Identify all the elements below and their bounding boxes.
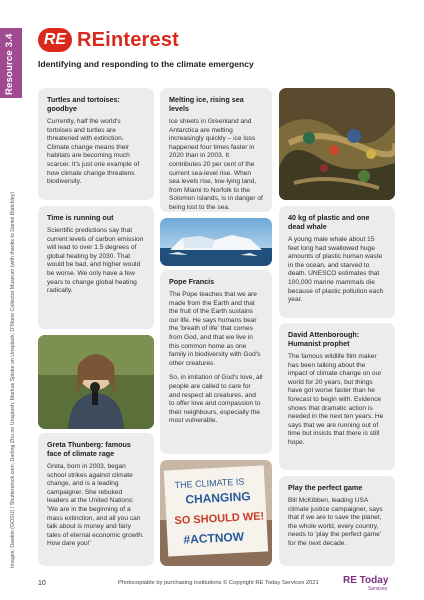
card-title: Play the perfect game — [288, 483, 363, 492]
card-body: Scientific predictions say that current levels of carbon emission will lead to over 1.5 degrees of global heating by 2030. That would be bad, and higher would be worse. We only have a few years to change global heating radically. — [47, 227, 144, 295]
card-body: Currently, half the world's tortoises and turtles are threatened with extinction. Climate change means their habitats are becoming much scarcer. It's just one example of how climate change threatens biodiversity. — [47, 118, 140, 186]
card-pope-francis — [160, 270, 272, 454]
card-perfect-game — [279, 476, 395, 566]
card-body: Ice sheets in Greenland and Antarctica are melting increasingly quickly – ice loss happened four times faster in 2020 than in 2003. It contributes 20 per cent of the current sea-level rise. When sea levels rise, low-lying land, from Miami to Norfolk to the Solomon Islands, is in danger of being lost to the sea. — [169, 118, 263, 211]
card-tortoises — [38, 88, 154, 200]
page-subtitle: Identifying and responding to the climate emergency — [38, 59, 254, 69]
card-title: David Attenborough: Humanist prophet — [288, 330, 360, 348]
card-body: Bill McKibben, leading USA climate justice campaigner, says that if we are to save the planet, the whole world, every country, needs to 'play the perfect game' for the next decade. — [288, 497, 383, 547]
card-title: Turtles and tortoises: goodbye — [47, 95, 120, 113]
card-title: Pope Francis — [169, 277, 215, 286]
resource-tab-label: Resource 3.4 — [4, 33, 15, 95]
card-title: 40 kg of plastic and one dead whale — [288, 213, 370, 231]
logo-title: REinterest — [77, 28, 180, 51]
photo-whale-plastic — [279, 88, 395, 200]
re-today-logo: RE Today — [343, 575, 389, 586]
copyright-notice: Photocopiable by purchasing institutions © Copyright RE Today Services 2021 — [118, 580, 319, 586]
card-greta-thunberg — [38, 433, 154, 566]
card-body: A young male whale about 15 feet long had swallowed huge amounts of plastic human waste in the ocean, and starved to death. UNESCO estimates that 100,000 marine mammals die because of plastic pollution each year. — [288, 236, 384, 304]
placard-line-2: CHANGING — [184, 489, 251, 507]
card-plastic-whale — [279, 206, 395, 318]
card-time-running-out — [38, 206, 154, 329]
card-body: The famous wildlife film maker has been talking about the impact of climate change on our world for 20 years, but things have got worse faster than he forecast to begin with. Evidence shows that dramatic action is needed in the next ten years. He says that we are running out of time but insists that there is still hope. — [288, 353, 384, 446]
photo-climate-placard — [160, 460, 272, 566]
re-today-logo-sub: Services — [368, 586, 388, 592]
photo-greta-thunberg — [38, 335, 154, 429]
re-logo-badge: RE — [38, 28, 72, 52]
card-body: So, in imitation of God's love, all people are called to care for and respect all creatures, and to offer love and compassion to their neighbours, especially the most vulnerable. — [169, 374, 263, 425]
image-credits: Images: Dawkin (GOSU) / Shutterstock.com; Darling Zhu on Unsplash; Markus Spiske on Unsplash; D'Stone Collector Museum (with thanks to Daniel Blatchley) — [10, 191, 16, 568]
card-body: Greta, born in 2003, began school strikes against climate change, and is a leading campaigner. She rebuked leaders at the United Nations: 'We are in the beginning of a mass extinction, and all you can talk about is money and fairy tales of eternal economic growth. How dare you!' — [47, 463, 144, 548]
card-david-attenborough — [279, 323, 395, 470]
placard-line-4: #ACTNOW — [183, 529, 245, 547]
card-title: Time is running out — [47, 213, 114, 222]
placard-line-1: THE CLIMATE IS — [174, 476, 245, 491]
card-title: Melting ice, rising sea levels — [169, 95, 244, 113]
placard-line-3: SO SHOULD WE! — [174, 510, 265, 528]
photo-iceberg — [160, 218, 272, 266]
reinterest-logo — [38, 28, 179, 52]
card-title: Greta Thunberg: famous face of climate rage — [47, 440, 131, 458]
card-body: The Pope teaches that we are made from the Earth and that the fruit of the Earth sustains our life. He says humans bear the 'breath of life' that comes from God, and that we live in this common home as one family in biodiversity with God's other creatures. — [169, 291, 261, 367]
card-melting-ice — [160, 88, 272, 212]
page-number: 10 — [38, 580, 46, 587]
